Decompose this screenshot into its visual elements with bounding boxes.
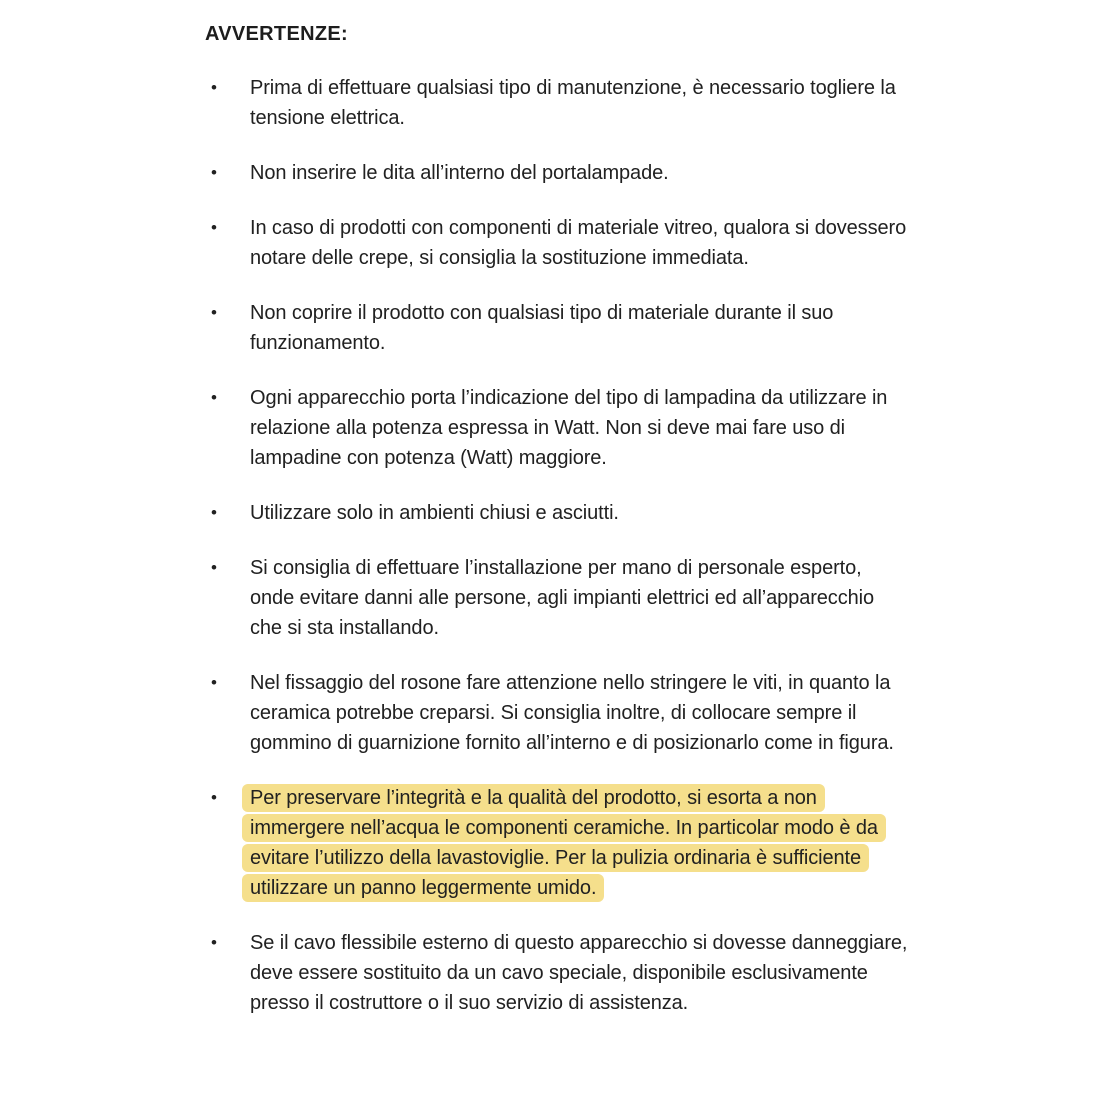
warning-text: Non inserire le dita all’interno del portalampade. <box>250 162 669 184</box>
bullet-icon: • <box>211 503 217 522</box>
list-item <box>205 73 910 133</box>
bullet-icon: • <box>211 558 217 577</box>
list-item <box>205 928 910 1018</box>
bullet-icon: • <box>211 78 217 97</box>
warning-text: Nel fissaggio del rosone fare attenzione nello stringere le viti, in quanto la ceramica potrebbe creparsi. Si consiglia inoltre, di collocare sempre il gommino di guarnizione fornito all’interno e di posizionarlo come in figura. <box>250 672 894 754</box>
warning-text: Ogni apparecchio porta l’indicazione del tipo di lampadina da utilizzare in relazione alla potenza espressa in Watt. Non si deve mai fare uso di lampadine con potenza (Watt) maggiore. <box>250 387 888 469</box>
list-item <box>205 783 910 903</box>
list-item <box>205 158 910 188</box>
bullet-icon: • <box>211 933 217 952</box>
list-item <box>205 213 910 273</box>
bullet-icon: • <box>211 673 217 692</box>
warning-text: Utilizzare solo in ambienti chiusi e asciutti. <box>250 502 619 524</box>
warning-text: Si consiglia di effettuare l’installazione per mano di personale esperto, onde evitare danni alle persone, agli impianti elettrici ed all’apparecchio che si sta installando. <box>250 557 874 639</box>
warning-text: Prima di effettuare qualsiasi tipo di manutenzione, è necessario togliere la tensione elettrica. <box>250 77 896 129</box>
bullet-icon: • <box>211 163 217 182</box>
bullet-icon: • <box>211 388 217 407</box>
bullet-icon: • <box>211 218 217 237</box>
warning-text: In caso di prodotti con componenti di materiale vitreo, qualora si dovessero notare delle crepe, si consiglia la sostituzione immediata. <box>250 217 907 269</box>
page-title: AVVERTENZE: <box>205 23 348 45</box>
warning-text: Non coprire il prodotto con qualsiasi tipo di materiale durante il suo funzionamento. <box>250 302 834 354</box>
bullet-icon: • <box>211 303 217 322</box>
warning-list <box>205 73 910 1018</box>
list-item <box>205 298 910 358</box>
list-item <box>205 553 910 643</box>
list-item <box>205 668 910 758</box>
list-item <box>205 383 910 473</box>
warning-text: Se il cavo flessibile esterno di questo apparecchio si dovesse danneggiare, deve essere sostituito da un cavo speciale, disponibile esclusivamente presso il costruttore o il suo servizio di assistenza. <box>250 932 908 1014</box>
bullet-icon: • <box>211 788 217 807</box>
list-item <box>205 498 910 528</box>
warning-text: Per preservare l’integrità e la qualità del prodotto, si esorta a non immergere nell’acqua le componenti ceramiche. In particolar modo è da evitare l’utilizzo della lavastoviglie. Per la pulizia ordinaria è sufficiente utilizzare un panno leggermente umido. <box>250 783 910 903</box>
document-content <box>205 20 910 1018</box>
